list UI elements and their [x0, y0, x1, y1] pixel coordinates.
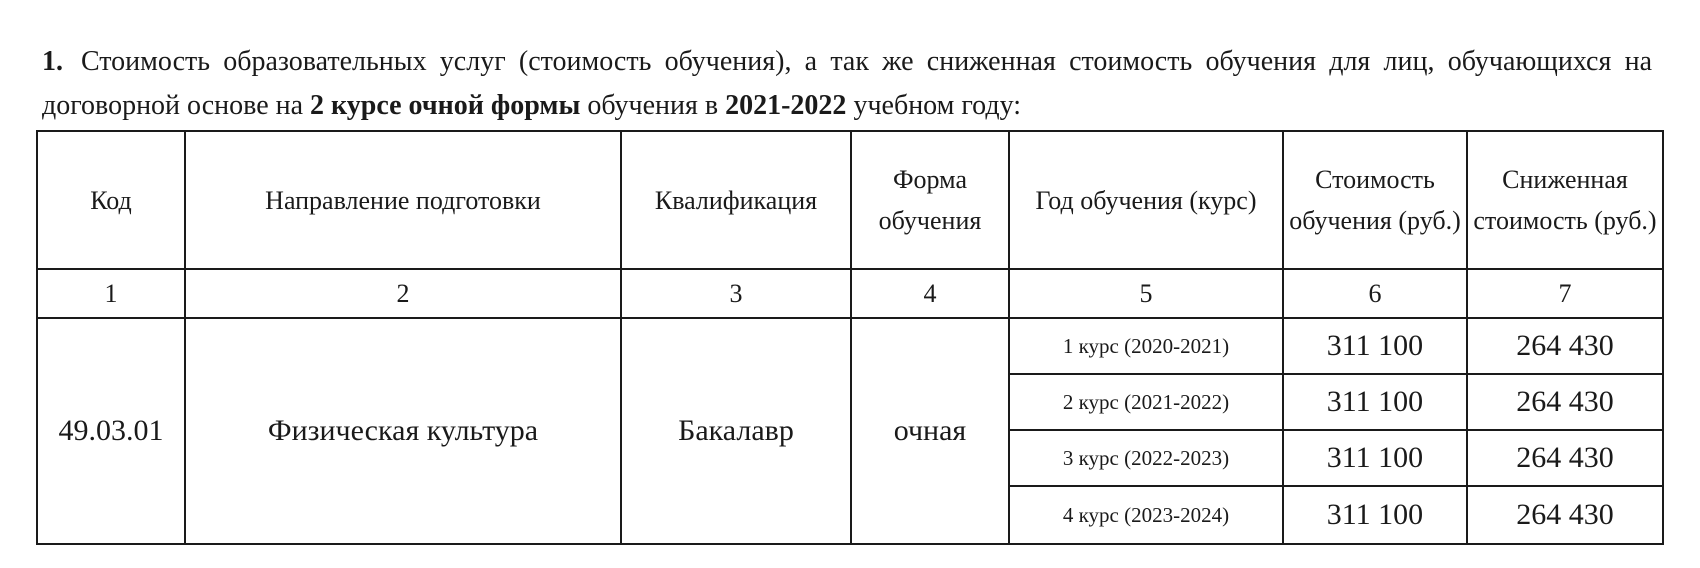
intro-paragraph [42, 40, 1652, 128]
header-year: Год обучения (курс) [1009, 131, 1283, 269]
section-number: 1. [42, 46, 63, 77]
program-direction-cell: Физическая культура [185, 318, 621, 544]
column-number: 2 [185, 269, 621, 318]
intro-text-part1: Стоимость образовательных услуг (стоимость обучения), а так же сниженная стоимость обучения для лиц, обучающихся на договорной основе на [42, 46, 1652, 121]
tuition-table [36, 130, 1664, 545]
year-cell: 2 курс (2021-2022) [1009, 374, 1283, 430]
table-row [37, 318, 1663, 374]
year-cell: 3 курс (2022-2023) [1009, 430, 1283, 486]
header-cost: Стоимость обучения (руб.) [1283, 131, 1467, 269]
column-number: 6 [1283, 269, 1467, 318]
program-qualification-cell: Бакалавр [621, 318, 851, 544]
header-reduced-cost: Сниженная стоимость (руб.) [1467, 131, 1663, 269]
program-form-cell: очная [851, 318, 1009, 544]
intro-text-part3: учебном году: [846, 90, 1021, 121]
reduced-cost-cell: 264 430 [1467, 430, 1663, 486]
program-code-cell: 49.03.01 [37, 318, 185, 544]
year-cell: 1 курс (2020-2021) [1009, 318, 1283, 374]
header-form: Форма обучения [851, 131, 1009, 269]
header-direction: Направление подготовки [185, 131, 621, 269]
intro-text-part2: обучения в [580, 90, 726, 121]
column-number: 3 [621, 269, 851, 318]
intro-bold-year: 2021-2022 [725, 90, 847, 121]
reduced-cost-cell: 264 430 [1467, 486, 1663, 544]
reduced-cost-cell: 264 430 [1467, 318, 1663, 374]
header-code: Код [37, 131, 185, 269]
cost-cell: 311 100 [1283, 318, 1467, 374]
column-number: 4 [851, 269, 1009, 318]
cost-cell: 311 100 [1283, 430, 1467, 486]
header-row [37, 131, 1663, 269]
reduced-cost-cell: 264 430 [1467, 374, 1663, 430]
column-number: 1 [37, 269, 185, 318]
column-number: 7 [1467, 269, 1663, 318]
column-number-row [37, 269, 1663, 318]
cost-cell: 311 100 [1283, 486, 1467, 544]
column-number: 5 [1009, 269, 1283, 318]
year-cell: 4 курс (2023-2024) [1009, 486, 1283, 544]
header-qualification: Квалификация [621, 131, 851, 269]
cost-cell: 311 100 [1283, 374, 1467, 430]
intro-bold-course: 2 курсе очной формы [310, 90, 581, 121]
